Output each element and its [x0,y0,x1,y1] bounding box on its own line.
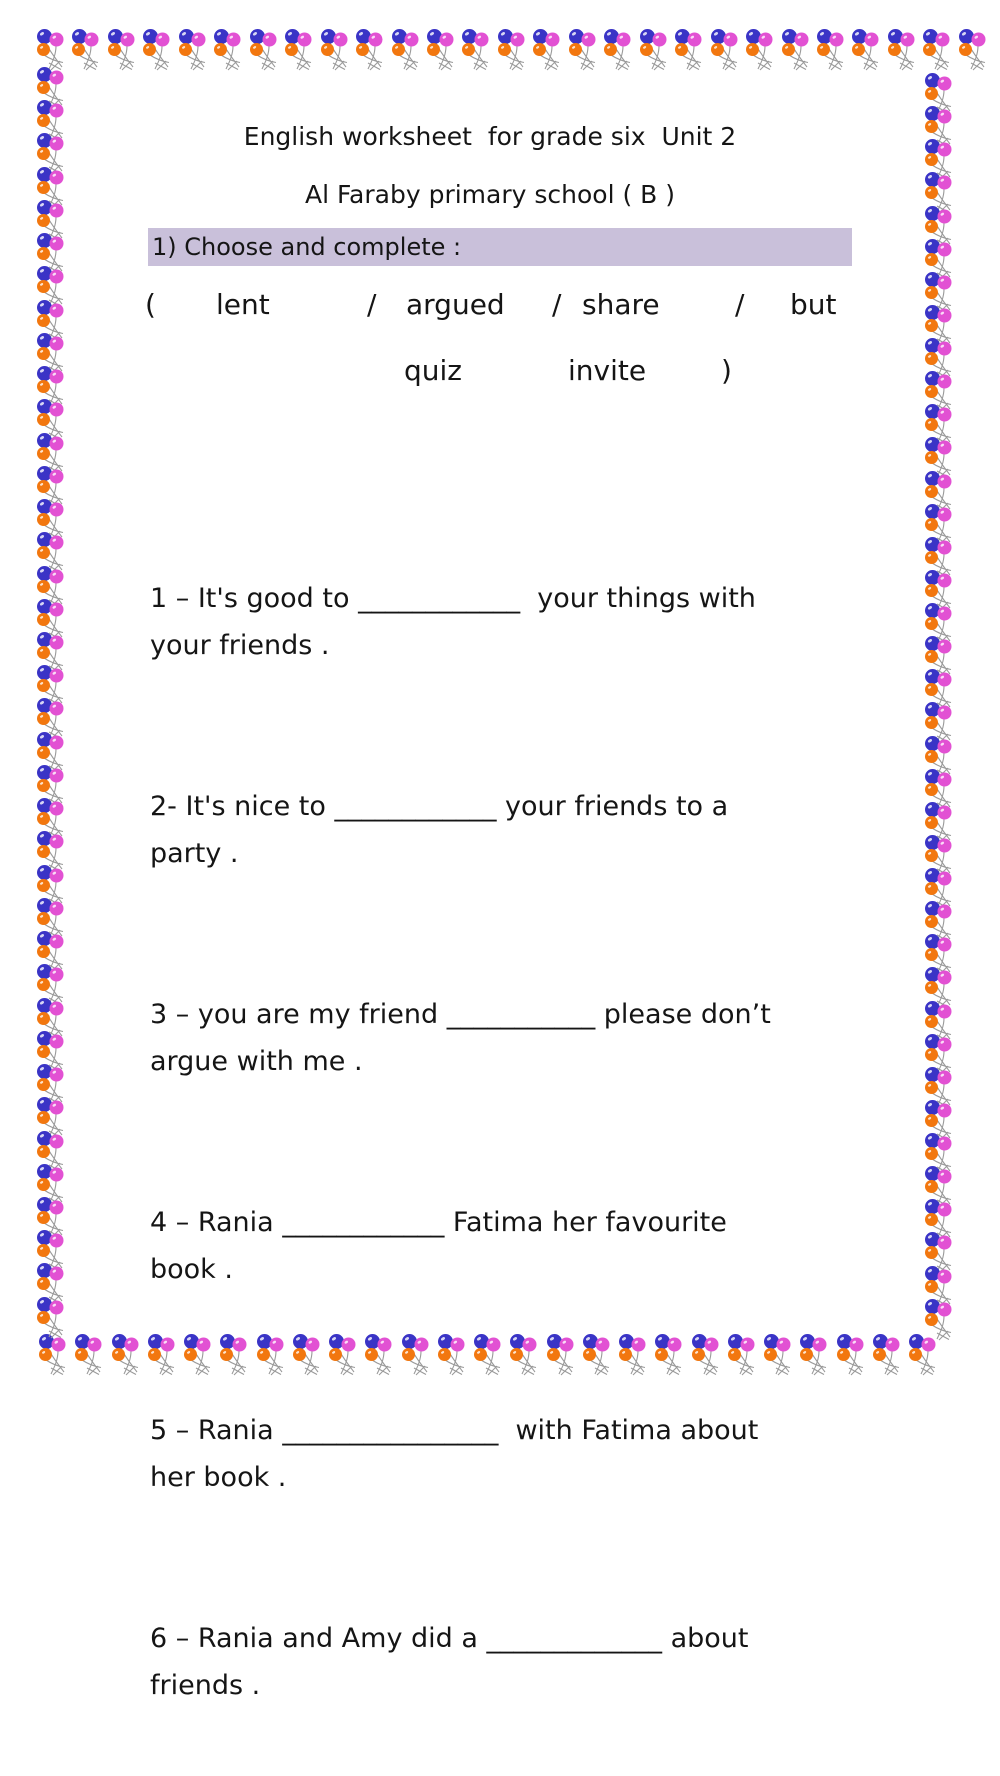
answer-blank[interactable]: ____________ [334,791,497,822]
balloons-icon [36,697,66,729]
sentence-text: your things with [520,583,756,614]
section-header: 1) Choose and complete : [148,228,852,266]
balloons-icon [924,701,954,733]
sentence-text: 1 – It's good to [150,583,359,614]
sentence-text: Fatima her favourite [444,1207,727,1238]
word-bank-paren-close: ) [721,354,732,387]
balloons-icon [36,764,66,796]
balloons-icon [924,1298,954,1330]
word-bank-word: share [582,288,660,321]
balloons-icon [924,1033,954,1065]
balloons-icon [924,536,954,568]
sentence-text: about [662,1623,749,1654]
balloons-icon [107,28,137,60]
balloons-icon [851,28,881,60]
answer-blank[interactable]: ________________ [282,1415,499,1446]
sentence-text: 3 – you are my friend [150,999,447,1030]
balloons-icon [924,171,954,203]
balloons-icon [36,265,66,297]
balloons-icon [36,66,66,98]
sentence-text: your friends to a [496,791,729,822]
word-bank-word: lent [216,288,270,321]
balloons-icon [36,598,66,630]
balloons-icon [213,28,243,60]
balloons-icon [924,238,954,270]
balloons-icon [36,1229,66,1261]
balloons-icon [36,166,66,198]
word-bank-word: but [790,288,837,321]
balloons-icon [924,867,954,899]
balloons-icon [745,28,775,60]
word-bank-word: argued [406,288,505,321]
balloons-icon [249,28,279,60]
balloons-icon [284,28,314,60]
balloons-icon [36,830,66,862]
word-bank-paren-open: ( [145,288,156,321]
balloons-icon [924,801,954,833]
balloons-icon [355,28,385,60]
balloons-icon [922,28,952,60]
answer-blank[interactable]: ___________ [446,999,596,1030]
balloons-icon [426,28,456,60]
sentence-text: friends . [150,1670,261,1701]
balloons-icon [924,138,954,170]
answer-blank[interactable]: ____________ [358,583,521,614]
balloons-icon [924,403,954,435]
exercise-sentence-5 [150,1407,866,1501]
balloons-icon [36,432,66,464]
balloons-icon [36,664,66,696]
word-bank-word: quiz [404,354,462,387]
exercise-sentence-6 [150,1615,866,1709]
balloons-icon [142,28,172,60]
balloons-icon [924,1198,954,1230]
word-bank-separator: / [735,288,745,321]
balloons-icon [924,900,954,932]
worksheet-title: English worksheet for grade six Unit 2 [243,122,737,151]
sentence-text: 2- It's nice to [150,791,335,822]
sentence-text: her book . [150,1462,287,1493]
balloons-icon [532,28,562,60]
balloons-icon [924,470,954,502]
balloons-icon [36,997,66,1029]
balloons-icon [36,963,66,995]
balloons-icon [36,99,66,131]
balloons-icon [36,1063,66,1095]
balloons-icon [36,365,66,397]
balloons-icon [36,930,66,962]
balloons-icon [924,635,954,667]
balloons-icon [924,966,954,998]
exercise-sentence-3 [150,991,866,1085]
balloons-icon [36,897,66,929]
balloons-icon [924,436,954,468]
balloons-icon [816,28,846,60]
word-bank-separator: / [552,288,562,321]
balloons-icon [36,232,66,264]
balloons-icon [36,531,66,563]
balloons-icon [924,205,954,237]
balloons-icon [38,1333,68,1365]
sentence-text: 5 – Rania [150,1415,283,1446]
balloons-icon [36,498,66,530]
balloons-icon [924,602,954,634]
exercise-sentence-1 [150,575,866,669]
balloons-icon [36,132,66,164]
balloons-icon [781,28,811,60]
balloons-icon [924,1265,954,1297]
balloons-icon [71,28,101,60]
balloons-icon [958,28,988,60]
balloons-icon [36,199,66,231]
school-name: Al Faraby primary school ( B ) [304,180,676,209]
balloons-icon [36,1196,66,1228]
balloons-icon [924,1165,954,1197]
border-left [36,66,66,1328]
balloons-icon [36,797,66,829]
balloons-icon [674,28,704,60]
balloons-icon [710,28,740,60]
word-bank [145,288,855,403]
balloons-icon [924,337,954,369]
balloons-icon [924,1000,954,1032]
balloons-icon [36,398,66,430]
sentence-text: 6 – Rania and Amy did a [150,1623,487,1654]
balloons-icon [924,72,954,104]
balloons-icon [36,1262,66,1294]
balloons-icon [36,28,66,60]
balloons-icon [924,735,954,767]
balloons-icon [36,1296,66,1328]
balloons-icon [924,503,954,535]
balloons-icon [924,1099,954,1131]
balloons-icon [461,28,491,60]
exercise-sentences [150,481,866,1776]
balloons-icon [908,1333,938,1365]
balloons-icon [872,1333,902,1365]
balloons-icon [568,28,598,60]
balloons-icon [36,565,66,597]
balloons-icon [36,864,66,896]
balloons-icon [111,1333,141,1365]
balloons-icon [924,271,954,303]
word-bank-word: invite [568,354,647,387]
balloons-icon [497,28,527,60]
balloons-icon [36,631,66,663]
border-right [924,72,954,1330]
balloons-icon [639,28,669,60]
sentence-text: your friends . [150,630,330,661]
answer-blank[interactable]: ____________ [282,1207,445,1238]
balloons-icon [924,1066,954,1098]
balloons-icon [36,332,66,364]
balloons-icon [36,731,66,763]
balloons-icon [924,933,954,965]
balloons-icon [36,465,66,497]
sentence-text: please don’t [595,999,771,1030]
balloons-icon [36,299,66,331]
balloons-icon [36,1163,66,1195]
balloons-icon [924,1132,954,1164]
balloons-icon [36,1030,66,1062]
word-bank-separator: / [367,288,377,321]
sentence-text: 4 – Rania [150,1207,283,1238]
balloons-icon [924,768,954,800]
balloons-icon [36,1130,66,1162]
border-top [36,28,988,60]
exercise-sentence-2 [150,783,866,877]
balloons-icon [924,304,954,336]
balloons-icon [391,28,421,60]
balloons-icon [924,668,954,700]
sentence-text: book . [150,1254,233,1285]
balloons-icon [320,28,350,60]
sentence-text: party . [150,838,239,869]
balloons-icon [924,105,954,137]
balloons-icon [36,1096,66,1128]
balloons-icon [887,28,917,60]
sentence-text: argue with me . [150,1046,363,1077]
balloons-icon [178,28,208,60]
balloons-icon [603,28,633,60]
balloons-icon [924,834,954,866]
balloons-icon [924,1231,954,1263]
balloons-icon [924,370,954,402]
answer-blank[interactable]: _____________ [486,1623,662,1654]
balloons-icon [924,569,954,601]
sentence-text: with Fatima about [498,1415,759,1446]
exercise-sentence-4 [150,1199,866,1293]
balloons-icon [74,1333,104,1365]
